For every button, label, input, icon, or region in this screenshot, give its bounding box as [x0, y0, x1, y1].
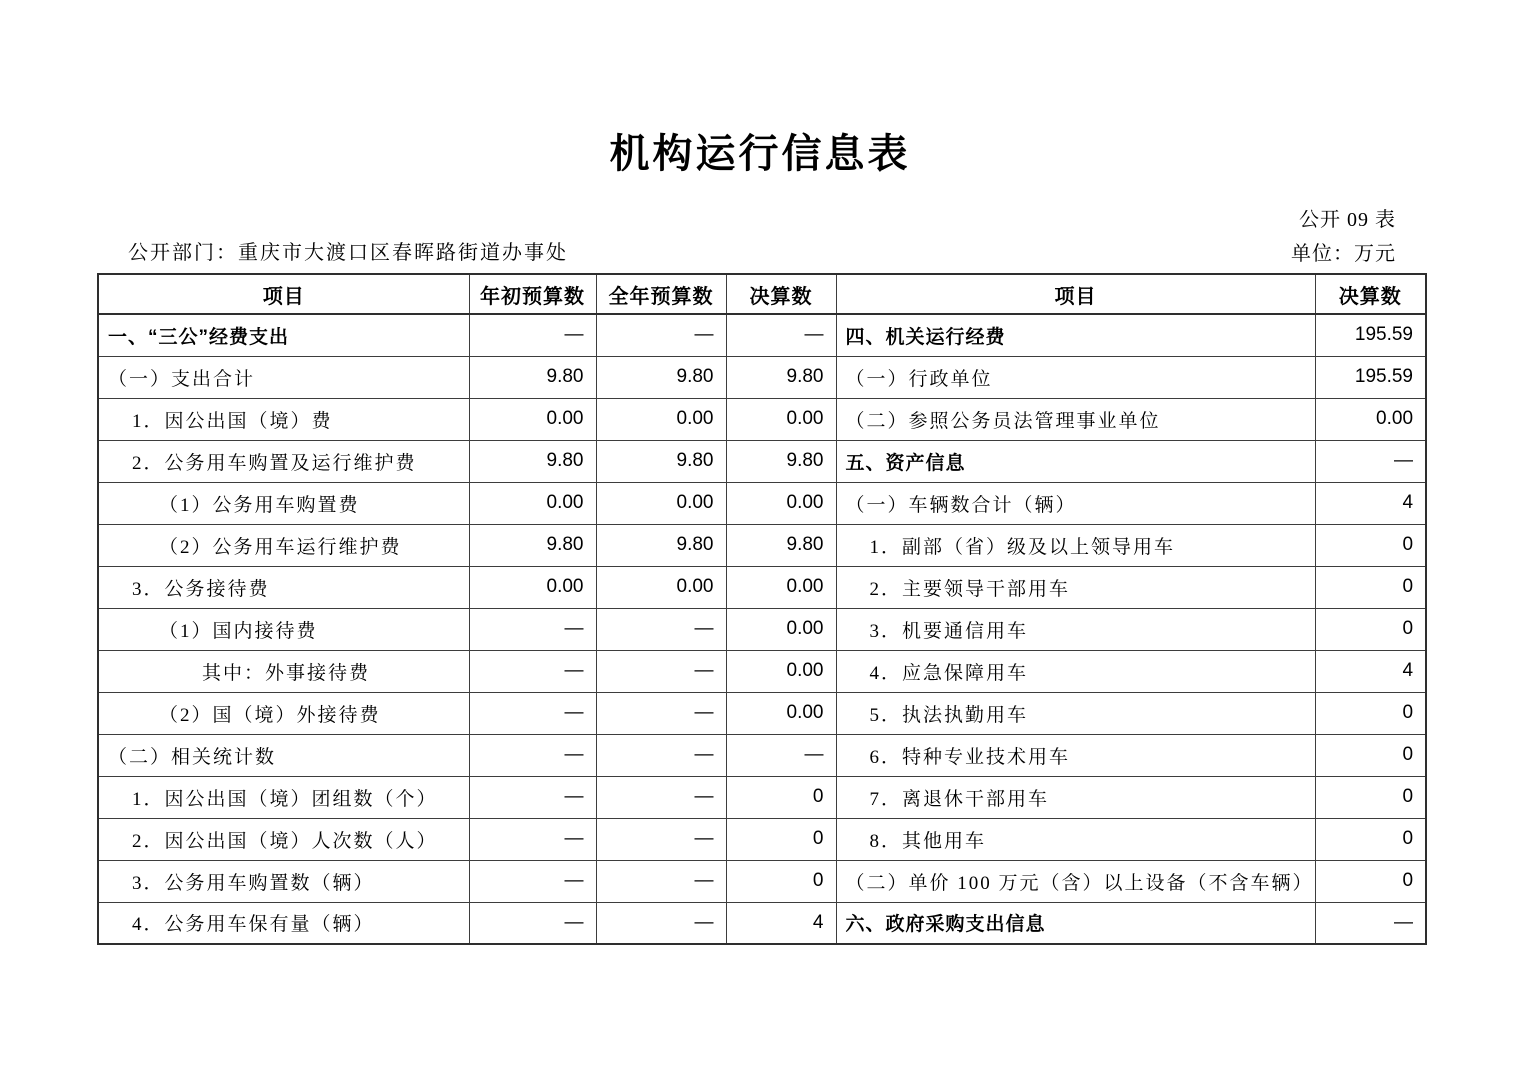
cell-final-right: 0 — [1315, 524, 1426, 566]
cell-initial-budget: 9.80 — [469, 524, 596, 566]
table-row — [98, 902, 1426, 944]
cell-annual-budget: 9.80 — [596, 356, 726, 398]
cell-initial-budget: — — [469, 650, 596, 692]
cell-final-left: 0.00 — [726, 566, 836, 608]
item-label-right: 7．离退休干部用车 — [836, 776, 1315, 818]
item-label-left: 1．因公出国（境）费 — [98, 398, 469, 440]
cell-initial-budget: — — [469, 776, 596, 818]
cell-final-left: 0.00 — [726, 650, 836, 692]
item-label-left: 3．公务用车购置数（辆） — [98, 860, 469, 902]
cell-annual-budget: — — [596, 818, 726, 860]
item-label-left: （2）公务用车运行维护费 — [98, 524, 469, 566]
cell-final-left: 0.00 — [726, 398, 836, 440]
table-row — [98, 692, 1426, 734]
cell-annual-budget: — — [596, 608, 726, 650]
cell-annual-budget: — — [596, 734, 726, 776]
table-header-row — [98, 274, 1426, 314]
header-annual-budget: 全年预算数 — [596, 274, 726, 314]
table-row — [98, 608, 1426, 650]
item-label-left: 2．公务用车购置及运行维护费 — [98, 440, 469, 482]
cell-final-left: 0.00 — [726, 482, 836, 524]
cell-final-right: 0 — [1315, 860, 1426, 902]
table-row — [98, 860, 1426, 902]
table-row — [98, 314, 1426, 356]
cell-initial-budget: 0.00 — [469, 566, 596, 608]
table-row — [98, 356, 1426, 398]
cell-final-right: 0 — [1315, 608, 1426, 650]
cell-final-right: 195.59 — [1315, 314, 1426, 356]
cell-final-left: 0.00 — [726, 692, 836, 734]
cell-final-left: 9.80 — [726, 440, 836, 482]
cell-final-left: 9.80 — [726, 524, 836, 566]
cell-annual-budget: 9.80 — [596, 524, 726, 566]
form-code-label: 公开 09 表 — [1299, 209, 1396, 231]
cell-annual-budget: 0.00 — [596, 482, 726, 524]
item-label-left: 2．因公出国（境）人次数（人） — [98, 818, 469, 860]
item-label-right: 四、机关运行经费 — [836, 314, 1315, 356]
cell-final-left: 0 — [726, 860, 836, 902]
unit-label: 单位：万元 — [1291, 243, 1396, 265]
cell-annual-budget: 0.00 — [596, 398, 726, 440]
item-label-right: （一）行政单位 — [836, 356, 1315, 398]
header-initial-budget: 年初预算数 — [469, 274, 596, 314]
item-label-right: （一）车辆数合计（辆） — [836, 482, 1315, 524]
header-final-right: 决算数 — [1315, 274, 1426, 314]
item-label-left: （1）公务用车购置费 — [98, 482, 469, 524]
cell-initial-budget: — — [469, 692, 596, 734]
cell-final-right: 0 — [1315, 692, 1426, 734]
item-label-left: （二）相关统计数 — [98, 734, 469, 776]
cell-final-right: 0 — [1315, 818, 1426, 860]
table-row — [98, 734, 1426, 776]
header-item-left: 项目 — [98, 274, 469, 314]
table-row — [98, 398, 1426, 440]
cell-final-right: 0.00 — [1315, 398, 1426, 440]
item-label-right: 六、政府采购支出信息 — [836, 902, 1315, 944]
department-label: 公开部门：重庆市大渡口区春晖路街道办事处 — [128, 242, 568, 264]
item-label-left: 一、“三公”经费支出 — [98, 314, 469, 356]
cell-final-right: 4 — [1315, 482, 1426, 524]
item-label-right: 2．主要领导干部用车 — [836, 566, 1315, 608]
item-label-left: （2）国（境）外接待费 — [98, 692, 469, 734]
table-row — [98, 818, 1426, 860]
cell-initial-budget: — — [469, 902, 596, 944]
table-row — [98, 482, 1426, 524]
cell-annual-budget: — — [596, 860, 726, 902]
cell-initial-budget: 0.00 — [469, 482, 596, 524]
cell-final-left: 0.00 — [726, 608, 836, 650]
header-item-right: 项目 — [836, 274, 1315, 314]
operation-info-table — [97, 273, 1427, 945]
item-label-left: 其中：外事接待费 — [98, 650, 469, 692]
item-label-left: （一）支出合计 — [98, 356, 469, 398]
cell-annual-budget: 9.80 — [596, 440, 726, 482]
cell-annual-budget: — — [596, 314, 726, 356]
cell-final-right: 4 — [1315, 650, 1426, 692]
cell-initial-budget: — — [469, 860, 596, 902]
cell-final-left: — — [726, 314, 836, 356]
cell-final-right: 0 — [1315, 776, 1426, 818]
item-label-right: 五、资产信息 — [836, 440, 1315, 482]
item-label-right: 4．应急保障用车 — [836, 650, 1315, 692]
item-label-right: 1．副部（省）级及以上领导用车 — [836, 524, 1315, 566]
cell-annual-budget: — — [596, 650, 726, 692]
cell-initial-budget: — — [469, 608, 596, 650]
cell-final-right: 195.59 — [1315, 356, 1426, 398]
table-row — [98, 650, 1426, 692]
item-label-left: （1）国内接待费 — [98, 608, 469, 650]
item-label-right: （二）参照公务员法管理事业单位 — [836, 398, 1315, 440]
item-label-left: 4．公务用车保有量（辆） — [98, 902, 469, 944]
cell-final-right: 0 — [1315, 734, 1426, 776]
cell-initial-budget: 9.80 — [469, 356, 596, 398]
cell-final-left: 0 — [726, 776, 836, 818]
cell-initial-budget: 0.00 — [469, 398, 596, 440]
item-label-right: 6．特种专业技术用车 — [836, 734, 1315, 776]
cell-final-right: 0 — [1315, 566, 1426, 608]
item-label-right: 3．机要通信用车 — [836, 608, 1315, 650]
cell-final-left: 9.80 — [726, 356, 836, 398]
cell-final-right: — — [1315, 440, 1426, 482]
item-label-right: （二）单价 100 万元（含）以上设备（不含车辆） — [836, 860, 1315, 902]
item-label-left: 1．因公出国（境）团组数（个） — [98, 776, 469, 818]
cell-initial-budget: — — [469, 818, 596, 860]
cell-annual-budget: 0.00 — [596, 566, 726, 608]
cell-initial-budget: 9.80 — [469, 440, 596, 482]
header-final-left: 决算数 — [726, 274, 836, 314]
table-row — [98, 524, 1426, 566]
table-row — [98, 440, 1426, 482]
cell-final-left: 0 — [726, 818, 836, 860]
cell-annual-budget: — — [596, 902, 726, 944]
item-label-right: 5．执法执勤用车 — [836, 692, 1315, 734]
table-row — [98, 776, 1426, 818]
cell-annual-budget: — — [596, 776, 726, 818]
cell-annual-budget: — — [596, 692, 726, 734]
cell-final-left: — — [726, 734, 836, 776]
page-title: 机构运行信息表 — [609, 132, 911, 176]
cell-initial-budget: — — [469, 314, 596, 356]
table-row — [98, 566, 1426, 608]
cell-final-right: — — [1315, 902, 1426, 944]
cell-initial-budget: — — [469, 734, 596, 776]
item-label-right: 8．其他用车 — [836, 818, 1315, 860]
item-label-left: 3．公务接待费 — [98, 566, 469, 608]
cell-final-left: 4 — [726, 902, 836, 944]
